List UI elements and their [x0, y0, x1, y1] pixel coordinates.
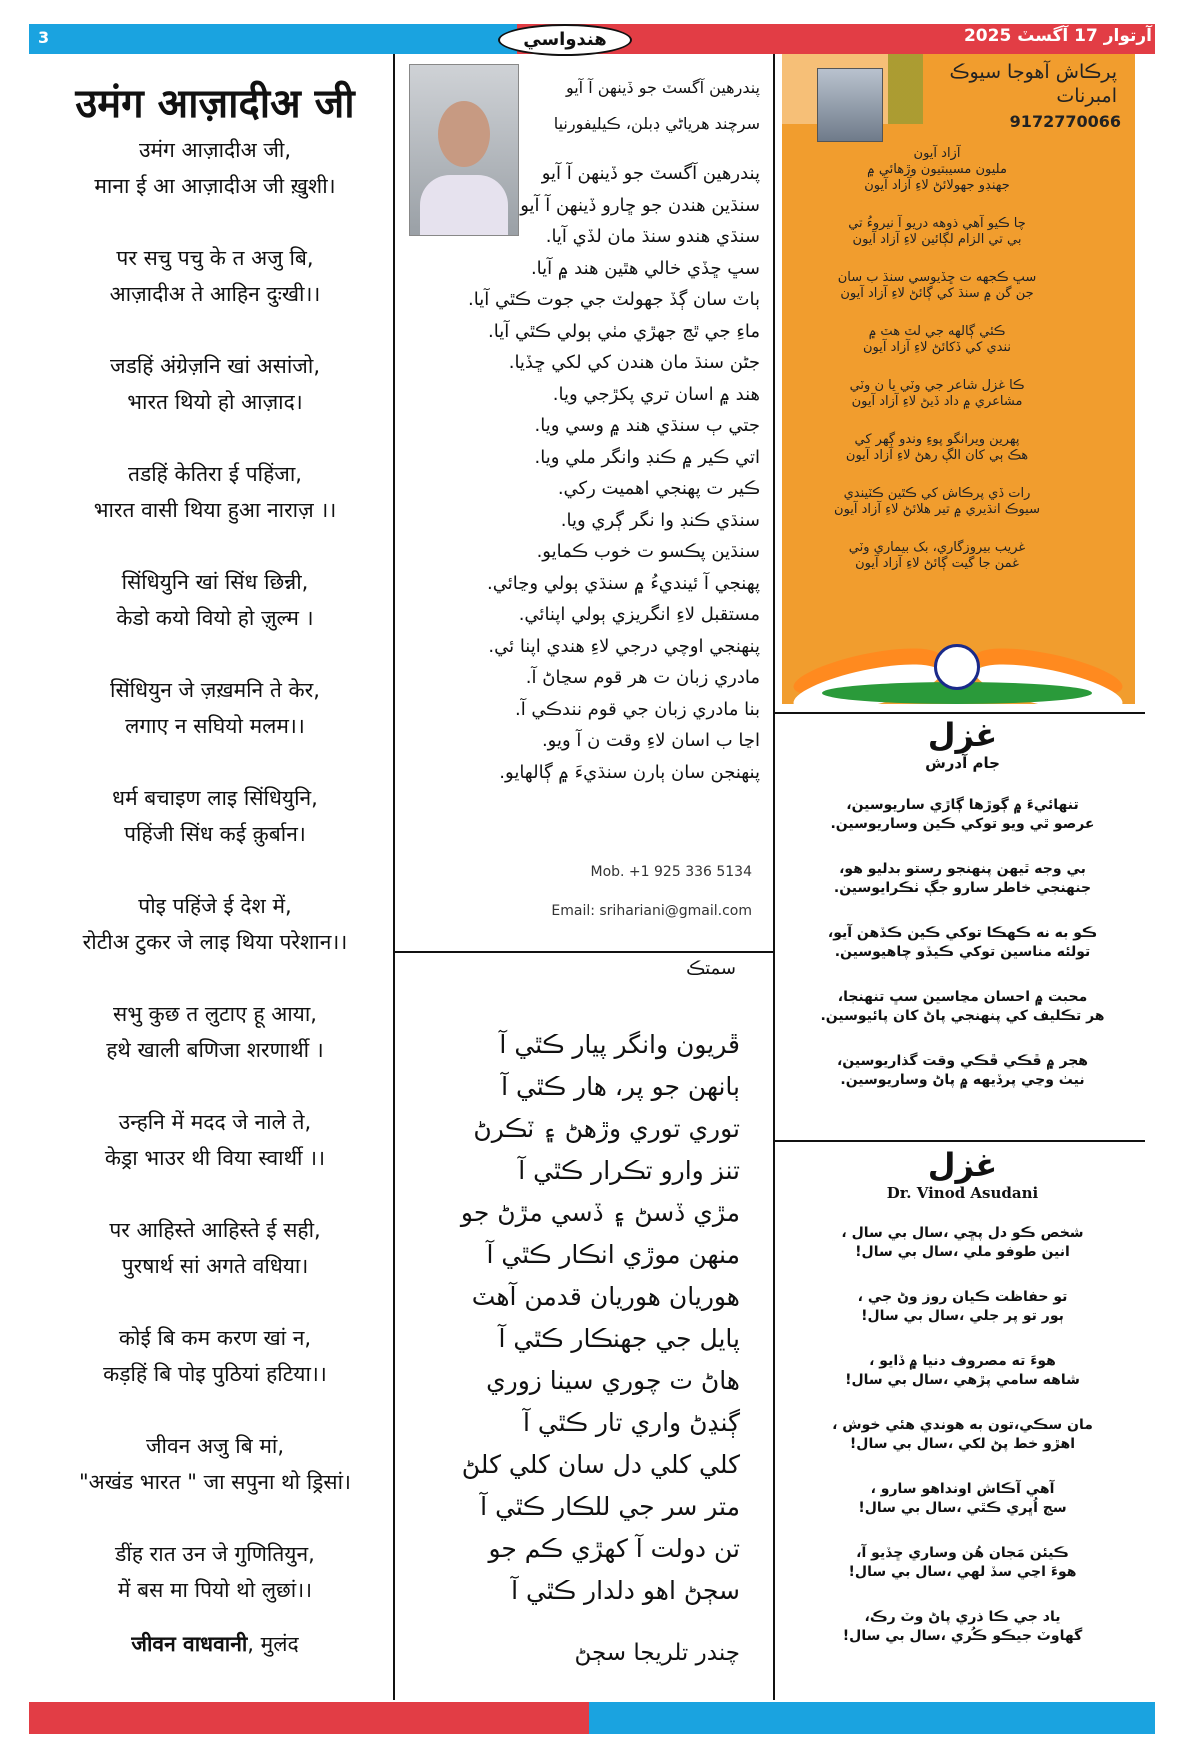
ghazal2-body [790, 1224, 1135, 1646]
poem-stanza [40, 240, 390, 312]
poem2-line: کلي کلي دل سان کلي کلڻ [461, 1450, 740, 1479]
poem-line: तडहिं केतिरा ई पहिंजा, [128, 462, 302, 486]
article-line: جتي ٻ سنڌي هند ۾ وسي ويا. [534, 415, 760, 436]
ad-phone: 9172770066 [1009, 112, 1121, 131]
ghazal-line: سج اُڀري ڪٿي ،سال بي سال! [858, 1500, 1067, 1516]
poem-line: पर सचु पचु के त अजु बि, [116, 246, 314, 270]
article-byline: سرچند هرياڻي ڊبلن، ڪيليفورنيا [553, 114, 760, 133]
article-line: اتي ڪير ۾ ڪنڊ وانگر ملي ويا. [534, 446, 760, 468]
ad-line: جهنڊو جهولائڻ لاءِ آزاد آيون [864, 178, 1010, 193]
ad-author-name [897, 60, 1117, 108]
poem2-line: متر سر جي للڪار ڪٿي آ [480, 1492, 740, 1521]
column-rule-left [393, 54, 395, 1700]
ad-line: رات ڏي پرڪاش کي ڪٿين ڪٽيندي [843, 486, 1031, 501]
ghazal1-title: غزل [927, 716, 998, 754]
ad-stanza [792, 432, 1082, 464]
poem-stanza [40, 996, 390, 1068]
ghazal-line: محبت ۾ احسان مڃاسين سڀ تنهنجا، [837, 989, 1088, 1005]
poem-line: जडहिं अंग्रेज़नि खां असांजो, [110, 354, 320, 378]
ad-line: هڪ ٻي کان الڳ رهڻ لاءِ آزاد آيون [845, 448, 1029, 463]
article-line: سنڌي ڪنڊ وا نگر ڳري ويا. [560, 509, 760, 531]
footer-blue-band [589, 1702, 1155, 1734]
header-blue-band [29, 24, 517, 54]
article-line: مستقبل لاءِ انگريزي ٻولي اپنائي. [518, 604, 760, 625]
ghazal-line: مان سڪي،تون به هوندي هئي خوش ، [832, 1417, 1093, 1433]
ghazal2-title: غزل [927, 1146, 998, 1184]
ghazal2 [790, 1146, 1135, 1672]
ghazal1-couplet [790, 988, 1135, 1026]
article-line: جڻن سنڌ مان هندن کي لکي ڇڏيا. [508, 352, 760, 373]
ad-line: مشاعري ۾ داد ڏيڻ لاءِ آزاد آيون [851, 394, 1023, 409]
article-intro [520, 70, 760, 142]
poem-line: रोटीअ टुकर जे लाइ थिया परेशान।। [82, 930, 348, 954]
poem-line: सिंधियुन जे ज़ख़मनि ते केर, [110, 678, 320, 702]
ghazal1-couplet [790, 924, 1135, 962]
ad-line: ڪا غزل شاعر جي وٽي يا ن وٽي [849, 378, 1025, 393]
ghazal2-couplet [790, 1224, 1135, 1262]
article-line: سنڌين پڪسو ت خوب ڪمايو. [536, 541, 760, 562]
author-mobile: Mob. +1 925 336 5134 [590, 864, 752, 880]
poem-stanza [40, 1104, 390, 1176]
ghazal-line: بي وجه ٿيهن پنهنجو رستو بدليو هو، [839, 861, 1086, 877]
promo-poem-box [782, 54, 1135, 704]
ad-line: آزاد آيون [913, 146, 961, 161]
ad-line: غريب بيروزگاري، بک بيماري وٽي [848, 540, 1026, 555]
ghazal2-couplet [790, 1544, 1135, 1582]
poem-line: सिंधियुनि खां सिंध छिन्नी, [121, 570, 309, 594]
ghazal-line: نيٺ وڃي پرڏيهه ۾ پاڻ وساريوسين. [840, 1072, 1085, 1088]
ghazal2-couplet [790, 1416, 1135, 1454]
article-line: پنهنجن سان ٻارن سنڌيءَ ۾ ڳالهايو. [499, 761, 760, 783]
poem-line: लगाए न सघियो मलम।। [125, 714, 305, 738]
poem-line: हथे खाली बणिजा शरणार्थी । [106, 1038, 324, 1062]
poem2-line: هاڻ ت چوري سينا زوري [486, 1366, 740, 1395]
ghazal1-couplet [790, 860, 1135, 898]
ghazal1-author: جام آدرش [925, 754, 1000, 772]
poem-stanza [40, 780, 390, 852]
poem-line: भारत थियो हो आज़ाद। [127, 390, 303, 414]
poem-stanza [40, 1212, 390, 1284]
poem-stanza [40, 888, 390, 960]
poem-line: धर्म बचाइण लाइ सिंधियुनि, [112, 786, 318, 810]
poem2-line: توري توري وڙهڻ ۽ ٽڪرڻ [473, 1114, 740, 1143]
article-intro-line: پندرهين آگسٽ جو ڏينهن آ آيو [565, 78, 760, 97]
ad-line: جن گن ۾ سنڌ کي ڳائڻ لاءِ آزاد آيون [840, 286, 1034, 301]
poem-stanza [40, 348, 390, 420]
ghazal2-couplet [790, 1352, 1135, 1390]
poem2-line: ٻانهن جو پر، هار ڪٿي آ [501, 1072, 740, 1101]
issue-date: آرتوار 17 آگسٽ 2025 [963, 26, 1152, 46]
article-line: ٻاٽ سان ڳڏ جهولٽ جي جوت ڪٿي آيا. [468, 289, 760, 310]
poem2-line: تن دولت آ کهڙي ڪم جو [488, 1534, 740, 1563]
ad-stanza [792, 146, 1082, 194]
poem-stanza [40, 1536, 390, 1608]
poem-body [40, 132, 390, 1644]
poem-line: केड्रा भाउर थी विया स्वार्थी ।। [104, 1146, 326, 1170]
ghazal-line: هوءَ اڃي سڏ لهي ،سال بي سال! [848, 1564, 1077, 1580]
poem2-body [400, 1024, 740, 1612]
poem-line: उन्हनि में मदद जे नाले ते, [118, 1110, 312, 1134]
ghazal-line: جنهنجي خاطر سارو جڳ ٺڪرايوسين. [833, 880, 1092, 896]
article-line: پنهنجي اوچي درجي لاءِ هندي اپنا ئي. [488, 635, 760, 657]
poem-line: पुरषार्थ सां अगते वधिया। [121, 1254, 309, 1278]
poem-line: पर आहिस्ते आहिस्ते ई सही, [109, 1218, 321, 1242]
ad-stanza [792, 270, 1082, 302]
ghazal-line: تنهائيءَ ۾ ڳوڙها ڳاڙي ساريوسين، [846, 797, 1079, 813]
poem-line: भारत वासी थिया हुआ नाराज़ ।। [93, 498, 337, 522]
ashoka-chakra-icon [934, 644, 980, 690]
column-rule-right [773, 54, 775, 1700]
poem-line: पहिंजी सिंध कई क़ुर्बान। [124, 822, 306, 846]
ghazal-line: هوءَ ته مصروف دنيا ۾ ڏايو ، [869, 1353, 1056, 1369]
ghazal-line: آهي آڪاش اونداهو سارو ، [870, 1481, 1055, 1497]
poem-stanza [40, 564, 390, 636]
page-number: 3 [38, 28, 50, 47]
article-line: هند ۾ اسان تري پکڙجي ويا. [552, 383, 760, 405]
poem2-line: ڦريون وانگر پيار ڪٿي آ [499, 1030, 740, 1059]
ghazal1 [790, 716, 1135, 1116]
ad-line: پهرين ويرانگو پوءِ وندو ڳهر کي [854, 432, 1020, 447]
ghazal-line: تو حفاظت ڪيان روز وڻ جي ، [857, 1289, 1068, 1305]
ad-author-photo [817, 68, 883, 142]
poem-line: केडो कयो वियो हो ज़ुल्म । [116, 606, 314, 630]
ghazal-line: هر تڪليف کي پنهنجي پاڻ کان پائيوسين. [820, 1008, 1105, 1024]
poem2-line: سڄڻ اهو دلدار ڪٿي آ [511, 1576, 740, 1605]
ad-poem [792, 146, 1082, 594]
ad-name-line: پرڪاش آهوجا سيوڪ [949, 61, 1117, 83]
ghazal-line: عرصو ٿي ويو توکي ڪين وساريوسين. [830, 816, 1095, 832]
ghazal2-author: Dr. Vinod Asudani [886, 1184, 1039, 1202]
article-line: اڃا ب اسان لاءِ وقت ن آ ويو. [541, 730, 760, 751]
poem-line: कड़हिं बि पोइ पुठियां हटिया।। [103, 1362, 327, 1386]
poem-line: में बस मा पियो थो लुछां।। [117, 1578, 313, 1602]
poem-stanza [40, 672, 390, 744]
ad-line: ڪئي ڳالهه جي لٽ هٽ ۾ [868, 324, 1006, 339]
section-rule-right-2 [773, 1140, 1145, 1142]
ad-line: نندي کي ڏکائڻ لاءِ آزاد آيون [863, 340, 1011, 355]
poem-line: माना ई आ आज़ादीअ जी ख़ुशी। [94, 174, 336, 198]
article-line: ماءِ جي ٿڃ جهڙي مٺي ٻولي ڪٿي آيا. [488, 320, 760, 342]
poem2-line: هوريان هوريان قدمن آهٽ [471, 1282, 740, 1311]
ghazal1-couplet [790, 796, 1135, 834]
ghazal2-couplet [790, 1288, 1135, 1326]
ghazal-line: ڪو به نه ڪهڪا توکي ڪين ڪڏهن آيو، [827, 925, 1098, 941]
ghazal-line: ٻور تو پر جلي ،سال بي سال! [861, 1308, 1064, 1324]
article-line: ڪير ت پهنجي اهميت رکي. [557, 478, 760, 499]
ghazal-line: ڪيئن مَجان هُن وساري ڇڏيو آ، [856, 1545, 1069, 1561]
ad-stanza [792, 486, 1082, 518]
ad-line: سڀ ڪجهه ت ڇڏيوسي سنڌ ب سان [837, 270, 1037, 285]
poem-stanza [40, 1320, 390, 1392]
poem-line: डींह रात उन जे गुणितियुन, [115, 1542, 315, 1566]
ghazal-line: هجر ۾ ڦڪي ڦڪي وقت گذاريوسين، [836, 1053, 1088, 1069]
ghazal2-couplet [790, 1480, 1135, 1518]
article-line: مادري زبان ت هر قوم سڃاڻ آ. [525, 667, 760, 688]
ghazal-line: ياد جي ڪا ذري پاڻ وٽ رڪ، [864, 1609, 1061, 1625]
poem-line: सभु कुछ त लुटाए हू आया, [113, 1002, 317, 1026]
ghazal-line: شخص ڪو دل پڇي ،سال بي سال ، [841, 1225, 1084, 1241]
poem-line: उमंग आज़ादीअ जी, [138, 138, 292, 162]
section-rule-middle [393, 951, 773, 953]
poem-stanza [40, 456, 390, 528]
poem2-title: سمتڪ [686, 958, 736, 979]
poem2-line: پايل جي جهنڪار ڪٿي آ [498, 1324, 740, 1353]
poem-author-place: , मुलंद [247, 1632, 299, 1656]
footer-red-band [29, 1702, 589, 1734]
ghazal-line: اهڙو خط پڻ لکي ،سال بي سال! [849, 1436, 1076, 1452]
article-line: پندرهين آگسٽ جو ڏينهن آ آيو [541, 163, 760, 184]
poem-line: आज़ादीअ ते आहिन दुःखी।। [109, 282, 321, 306]
poem2-line: منهن موڙي انڪار ڪٿي آ [486, 1240, 740, 1269]
ad-line: چا ڪيو آهي ذوهه دريو آ نيروءُ تي [848, 216, 1026, 231]
ad-stanza [792, 540, 1082, 572]
article-line: پهنجي آ ئينديءُ ۾ سنڌي ٻولي وڃائي. [487, 572, 760, 594]
ad-line: مليون مسيبتيون وڙهائي ۾ [867, 162, 1007, 177]
masthead-logo: هندواسي [498, 24, 632, 56]
poem-author [40, 1630, 390, 1658]
ghazal-line: شاهه سامي پڙهي ،سال بي سال! [845, 1372, 1080, 1388]
ghazal-line: گهاوٽ جيڪو ڪُري ،سال بي سال! [842, 1628, 1083, 1644]
poem2-line: تنز وارو تڪرار ڪٿي آ [518, 1156, 740, 1185]
poem2-line: ڳنڍڻ واري تار ڪٿي آ [522, 1408, 740, 1437]
ghazal-line: انين طوفو ملي ،سال بي سال! [855, 1244, 1070, 1260]
ad-stanza [792, 378, 1082, 410]
ghazal1-body [790, 796, 1135, 1090]
ghazal2-couplet [790, 1608, 1135, 1646]
poem2-line: مڙي ڏسڻ ۽ ڏسي مڙڻ جو [460, 1198, 740, 1227]
article-line: سنڌي هندو سنڌ مان لڏي آيا. [545, 226, 760, 247]
author-email: Email: srihariani@gmail.com [551, 903, 752, 919]
article-line: بنا مادري زبان جي قوم نندڪي آ. [514, 698, 760, 720]
ghazal-line: تولئه مناسين توکي ڪيڏو چاهيوسين. [834, 944, 1091, 960]
ghazal1-couplet [790, 1052, 1135, 1090]
article-line: سنڌين هندن جو ڇارو ڏينهن آ آيو [520, 194, 760, 216]
poem2-author: چندر تلريجا سڄڻ [574, 1640, 740, 1666]
article-line: سڀ ڇڏي خالي هٿين هند ۾ آيا. [530, 257, 760, 279]
poem-author-name: जीवन वाधवानी [131, 1632, 248, 1656]
article-body [400, 158, 760, 788]
ad-stanza [792, 216, 1082, 248]
ad-line: غمن جا گيت ڳائڻ لاءِ آزاد آيون [855, 556, 1019, 571]
ad-place-line: امبرنات [1056, 85, 1117, 107]
poem-title: उमंग आज़ादीअ जी [75, 81, 355, 127]
section-rule-right-1 [773, 712, 1145, 714]
poem-line: पोइ पहिंजे ई देश में, [138, 894, 292, 918]
poem-line: जीवन अजु बि मां, [145, 1434, 285, 1458]
ad-line: سيوڪ انڌيري ۾ تير هلائڻ لاءِ آزاد آيون [834, 502, 1040, 517]
poem-line: "अखंड भारत " जा सपुना थो ड्रिसां। [79, 1470, 351, 1494]
poem-line: कोई बि कम करण खां न, [118, 1326, 312, 1350]
poem-stanza [40, 132, 390, 204]
ad-stanza [792, 324, 1082, 356]
ad-line: بي تي الزام لڳائين لاءِ آزاد آيون [852, 232, 1022, 247]
poem-stanza [40, 1428, 390, 1500]
